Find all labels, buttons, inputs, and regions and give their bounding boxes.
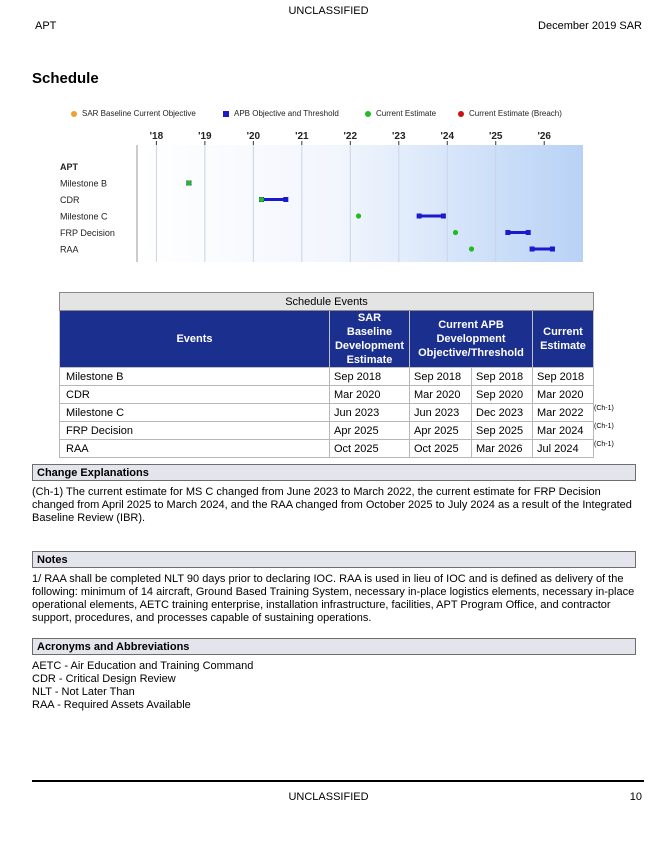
apb-objective-cell: Sep 2018 xyxy=(410,368,472,386)
legend-label: APB Objective and Threshold xyxy=(234,109,339,118)
table-caption: Schedule Events xyxy=(60,293,594,311)
change-explanation-text: (Ch-1) The current estimate for MS C changed from June 2023 to March 2022, the current estimate for FRP Decision changed from April 2025 to March 2024, and the RAA changed from October 2025 to July 2024 as a result of the Integrated Baseline Review (IBR). xyxy=(32,486,632,524)
apb-threshold-cell: Sep 2018 xyxy=(472,368,533,386)
acronym-item: CDR - Critical Design Review xyxy=(32,673,176,685)
sar-baseline-cell: Apr 2025 xyxy=(330,422,410,440)
acronym-item: AETC - Air Education and Training Command xyxy=(32,660,254,672)
footer-classification: UNCLASSIFIED xyxy=(288,791,369,803)
sar-baseline-cell: Sep 2018 xyxy=(330,368,410,386)
event-cell: RAA xyxy=(60,440,330,458)
gantt-row-label: Milestone C xyxy=(60,211,108,222)
acronyms-heading: Acronyms and Abbreviations xyxy=(32,638,636,655)
table-row xyxy=(60,386,594,404)
apb-threshold-marker xyxy=(550,247,555,252)
apb-range-bar xyxy=(532,248,552,251)
notes-heading: Notes xyxy=(32,551,636,568)
event-cell: CDR xyxy=(60,386,330,404)
gantt-row-label: FRP Decision xyxy=(60,228,115,238)
sar-baseline-cell: Oct 2025 xyxy=(330,440,410,458)
tick-label: '26 xyxy=(537,131,551,142)
schedule-gantt-chart xyxy=(55,105,585,265)
apb-objective-cell: Jun 2023 xyxy=(410,404,472,422)
footer-rule xyxy=(32,780,644,782)
notes-text: 1/ RAA shall be completed NLT 90 days prior to declaring IOC. RAA is used in lieu of IOC and is defined as delivery of the following: minimum of 14 aircraft, Ground Based Training System, necessary in-place logistics elements, necessary in-place operational elements, AETC training enterprise, installation infrastructure, facilities, APT Program Office, and contractor support, procedures, and processes capable of sustaining operations. xyxy=(32,573,635,624)
apb-objective-marker xyxy=(530,247,535,252)
apb-threshold-cell: Sep 2025 xyxy=(472,422,533,440)
schedule-title: Schedule xyxy=(32,70,99,87)
col-header-current-apb: Current APB Development Objective/Threshold xyxy=(410,311,533,368)
event-cell: Milestone B xyxy=(60,368,330,386)
current-estimate-cell: Jul 2024 xyxy=(533,440,594,458)
current-estimate-marker xyxy=(453,230,458,235)
col-header-current-estimate: Current Estimate xyxy=(533,311,594,368)
apb-threshold-cell: Mar 2026 xyxy=(472,440,533,458)
tick-label: '19 xyxy=(198,131,212,142)
apb-objective-cell: Mar 2020 xyxy=(410,386,472,404)
apb-threshold-cell: Sep 2020 xyxy=(472,386,533,404)
change-note-marker: (Ch-1) xyxy=(594,423,614,430)
tick-label: '18 xyxy=(149,131,164,142)
tick-label: '23 xyxy=(392,131,406,142)
current-estimate-marker xyxy=(356,213,361,218)
header-report: December 2019 SAR xyxy=(538,20,642,32)
event-cell: FRP Decision xyxy=(60,422,330,440)
tick-label: '21 xyxy=(295,131,309,142)
header-classification: UNCLASSIFIED xyxy=(288,5,369,17)
change-explanations-heading: Change Explanations xyxy=(32,464,636,481)
legend-label: SAR Baseline Current Objective xyxy=(82,109,196,118)
event-cell: Milestone C xyxy=(60,404,330,422)
apb-objective-cell: Apr 2025 xyxy=(410,422,472,440)
tick-label: '22 xyxy=(343,131,358,142)
tick-label: '20 xyxy=(246,131,261,142)
current-estimate-cell: Mar 2020 xyxy=(533,386,594,404)
col-header-events: Events xyxy=(60,311,330,368)
gantt-plot xyxy=(55,105,585,265)
table-row xyxy=(60,422,594,440)
apb-objective-marker xyxy=(417,214,422,219)
current-estimate-cell: Sep 2018 xyxy=(533,368,594,386)
current-estimate-marker xyxy=(259,197,264,202)
plot-background xyxy=(137,145,583,262)
apb-threshold-marker xyxy=(441,214,446,219)
table-row xyxy=(60,404,594,422)
page-number: 10 xyxy=(629,791,642,803)
legend-label: Current Estimate (Breach) xyxy=(469,109,562,118)
current-estimate-marker xyxy=(469,246,474,251)
gantt-row-label: APT xyxy=(60,162,78,172)
tick-label: '24 xyxy=(440,131,455,142)
schedule-events-table xyxy=(59,292,594,458)
apb-threshold-cell: Dec 2023 xyxy=(472,404,533,422)
gantt-row-label: RAA xyxy=(60,244,79,255)
change-note-marker: (Ch-1) xyxy=(594,441,614,448)
table-row xyxy=(60,440,594,458)
apb-objective-cell: Oct 2025 xyxy=(410,440,472,458)
apb-range-bar xyxy=(419,215,443,218)
table-row xyxy=(60,368,594,386)
current-estimate-cell: Mar 2024 xyxy=(533,422,594,440)
apb-range-bar xyxy=(508,231,528,234)
legend-label: Current Estimate xyxy=(376,109,437,118)
acronym-list xyxy=(32,660,638,712)
apb-objective-marker xyxy=(505,230,510,235)
apb-threshold-marker xyxy=(283,197,288,202)
sar-baseline-cell: Jun 2023 xyxy=(330,404,410,422)
gantt-row-label: Milestone B xyxy=(60,178,108,189)
sar-baseline-cell: Mar 2020 xyxy=(330,386,410,404)
tick-label: '25 xyxy=(488,131,503,142)
apb-range-bar xyxy=(262,198,286,201)
acronym-item: RAA - Required Assets Available xyxy=(32,699,191,711)
gantt-row-label: CDR xyxy=(60,195,80,205)
header-program: APT xyxy=(35,20,57,32)
acronym-item: NLT - Not Later Than xyxy=(32,686,135,698)
col-header-sar-baseline: SAR Baseline Development Estimate xyxy=(330,311,410,368)
current-estimate-marker xyxy=(186,180,191,185)
apb-threshold-marker xyxy=(526,230,531,235)
change-note-marker: (Ch-1) xyxy=(594,405,614,412)
current-estimate-cell: Mar 2022 xyxy=(533,404,594,422)
